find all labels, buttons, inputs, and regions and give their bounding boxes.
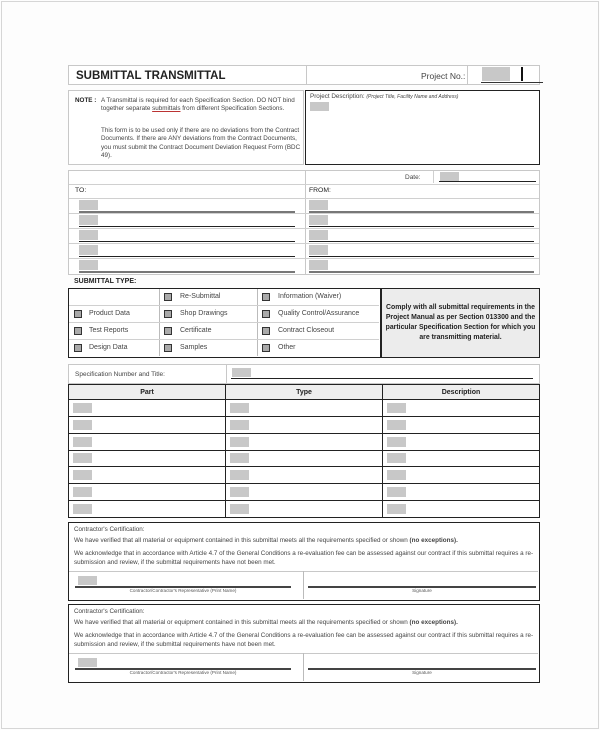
project-no-underline: [481, 82, 543, 83]
design-data-label: Design Data: [89, 344, 128, 351]
part-field[interactable]: [73, 487, 92, 497]
to-line-2-underline: [79, 226, 295, 227]
information-waiver-label: Information (Waiver): [278, 293, 342, 300]
divider: [303, 653, 304, 681]
quality-control-label: Quality Control/Assurance: [278, 310, 360, 317]
description-field[interactable]: [387, 487, 406, 497]
from-line-3-underline: [309, 241, 534, 242]
from-line-2-underline: [309, 226, 534, 227]
checkbox-quality-control[interactable]: [262, 310, 270, 318]
checkbox-shop-drawings[interactable]: [164, 310, 172, 318]
divider: [69, 322, 379, 323]
address-section: [68, 170, 540, 275]
parts-table: [68, 384, 540, 518]
part-field[interactable]: [73, 420, 92, 430]
to-line-2-field[interactable]: [79, 215, 98, 225]
from-label: FROM:: [309, 187, 331, 194]
submittal-type-grid: [68, 288, 381, 358]
form-title: SUBMITTAL TRANSMITTAL: [76, 70, 226, 82]
contractor-certification-1: [68, 522, 540, 601]
date-field[interactable]: [440, 172, 459, 181]
table-row: [69, 450, 540, 467]
text-cursor: [521, 67, 523, 81]
to-line-5-underline: [79, 271, 295, 273]
column-header-part: Part: [69, 385, 226, 400]
type-field[interactable]: [230, 420, 249, 430]
table-row: [69, 484, 540, 501]
part-field[interactable]: [73, 403, 92, 413]
description-field[interactable]: [387, 403, 406, 413]
submittal-type-label: SUBMITTAL TYPE:: [74, 278, 137, 285]
description-field[interactable]: [387, 470, 406, 480]
from-line-2-field[interactable]: [309, 215, 328, 225]
certification-acknowledgement: We acknowledge that in accordance with Article 4.7 of the General Conditions a re-evaluation fee can be assessed against our contract if this submittal requires a re-submission and review, if the submittal requirements have not been met.: [74, 550, 534, 566]
specification-row: [68, 364, 540, 384]
spellcheck-word: submittals: [152, 105, 181, 113]
specification-field[interactable]: [232, 368, 251, 377]
description-field[interactable]: [387, 453, 406, 463]
table-row: [69, 467, 540, 484]
divider: [226, 365, 227, 383]
divider: [69, 305, 379, 306]
divider: [69, 184, 539, 185]
contract-closeout-label: Contract Closeout: [278, 327, 335, 334]
part-cell[interactable]: [69, 433, 226, 450]
type-cell[interactable]: [226, 484, 383, 501]
from-line-4-field[interactable]: [309, 245, 328, 255]
checkbox-test-reports[interactable]: [74, 327, 82, 335]
part-cell[interactable]: [69, 467, 226, 484]
other-label: Other: [278, 344, 296, 351]
table-row: [69, 433, 540, 450]
to-line-1-underline: [79, 211, 295, 213]
part-cell[interactable]: [69, 484, 226, 501]
no-exceptions-text: (no exceptions).: [409, 537, 458, 544]
type-cell[interactable]: [226, 450, 383, 467]
table-row: [69, 400, 540, 417]
description-field[interactable]: [387, 437, 406, 447]
product-data-label: Product Data: [89, 310, 130, 317]
type-cell[interactable]: [226, 501, 383, 518]
comply-notice-text: Comply with all submittal requirements in the Project Manual as per Section 013300 and the particular Specification Section for which you are transmitting material.: [385, 304, 536, 341]
description-field[interactable]: [387, 504, 406, 514]
divider: [467, 66, 468, 84]
print-name-field[interactable]: [78, 576, 97, 585]
checkbox-information-waiver[interactable]: [262, 293, 270, 301]
divider: [69, 198, 539, 199]
from-line-1-underline: [309, 211, 534, 213]
type-cell[interactable]: [226, 467, 383, 484]
statement-text: We have verified that all material or equipment contained in this submittal meets all the requirements specified or shown: [74, 537, 410, 544]
description-cell[interactable]: [383, 484, 540, 501]
checkbox-samples[interactable]: [164, 344, 172, 352]
part-cell[interactable]: [69, 416, 226, 433]
note-box: [68, 90, 304, 165]
part-field[interactable]: [73, 453, 92, 463]
table-row: [69, 416, 540, 433]
hint-text: (Project Title, Facility Name and Address): [366, 94, 459, 100]
type-field[interactable]: [230, 487, 249, 497]
test-reports-label: Test Reports: [89, 327, 129, 334]
to-label: TO:: [75, 187, 87, 194]
samples-label: Samples: [180, 344, 208, 351]
certification-title: Contractor's Certification:: [74, 608, 145, 615]
divider: [303, 571, 304, 599]
from-line-5-field[interactable]: [309, 260, 328, 270]
column-header-description: Description: [383, 385, 540, 400]
checkbox-design-data[interactable]: [74, 344, 82, 352]
shop-drawings-label: Shop Drawings: [180, 310, 228, 317]
type-field[interactable]: [230, 453, 249, 463]
certificate-label: Certificate: [180, 327, 212, 334]
project-description-box: [305, 90, 540, 165]
specification-underline: [231, 378, 533, 379]
table-header-row: [69, 385, 540, 400]
checkbox-re-submittal[interactable]: [164, 293, 172, 301]
print-name-caption: Contractor/Contractor's Representative (Print Name): [129, 588, 237, 593]
checkbox-other[interactable]: [262, 344, 270, 352]
part-cell[interactable]: [69, 501, 226, 518]
re-submittal-label: Re-Submittal: [180, 293, 221, 300]
type-field[interactable]: [230, 504, 249, 514]
to-line-3-field[interactable]: [79, 230, 98, 240]
column-header-type: Type: [226, 385, 383, 400]
to-line-1-field[interactable]: [79, 200, 98, 210]
part-field[interactable]: [73, 470, 92, 480]
divider: [306, 66, 307, 84]
certification-acknowledgement: We acknowledge that in accordance with Article 4.7 of the General Conditions a re-evaluation fee can be assessed against our contract if this submittal requires a re-submission and review, if the submittal requirements have not been met.: [74, 632, 534, 648]
type-field[interactable]: [230, 403, 249, 413]
project-description-field[interactable]: [310, 102, 329, 111]
specification-label: Specification Number and Title:: [75, 371, 165, 378]
from-line-1-field[interactable]: [309, 200, 328, 210]
signature-caption: Signature: [412, 588, 432, 593]
divider: [433, 171, 434, 183]
note-text: A Transmittal is required for each Specification Section. DO NOT bind together separate: [101, 97, 295, 113]
table-row: [69, 501, 540, 518]
type-cell[interactable]: [226, 400, 383, 417]
to-line-4-field[interactable]: [79, 245, 98, 255]
statement-text: We have verified that all material or equipment contained in this submittal meets all the requirements specified or shown: [74, 619, 410, 626]
type-field[interactable]: [230, 470, 249, 480]
description-cell[interactable]: [383, 416, 540, 433]
part-cell[interactable]: [69, 400, 226, 417]
description-cell[interactable]: [383, 433, 540, 450]
divider: [69, 228, 539, 229]
part-cell[interactable]: [69, 450, 226, 467]
divider: [69, 213, 539, 214]
to-line-5-field[interactable]: [79, 260, 98, 270]
description-field[interactable]: [387, 420, 406, 430]
certification-statement: [74, 537, 458, 544]
signature-caption: Signature: [412, 670, 432, 675]
note-label: NOTE :: [75, 97, 97, 104]
checkbox-certificate[interactable]: [164, 327, 172, 335]
project-description-label: [310, 93, 458, 100]
project-no-field[interactable]: [482, 67, 510, 81]
checkbox-contract-closeout[interactable]: [262, 327, 270, 335]
part-field[interactable]: [73, 437, 92, 447]
date-label: Date:: [405, 174, 421, 181]
print-name-caption: Contractor/Contractor's Representative (Print Name): [129, 670, 237, 675]
header-row: [68, 65, 540, 85]
to-line-3-underline: [79, 241, 295, 242]
from-line-4-underline: [309, 256, 534, 257]
type-field[interactable]: [230, 437, 249, 447]
project-no-label: Project No.:: [421, 71, 466, 81]
certification-title: Contractor's Certification:: [74, 526, 145, 533]
checkbox-product-data[interactable]: [74, 310, 82, 318]
from-line-5-underline: [309, 271, 534, 273]
from-line-3-field[interactable]: [309, 230, 328, 240]
divider: [69, 339, 379, 340]
date-underline: [439, 181, 536, 182]
label-text: Project Description:: [310, 93, 365, 100]
print-name-field[interactable]: [78, 658, 97, 667]
note-paragraph-1: [101, 97, 299, 114]
type-cell[interactable]: [226, 433, 383, 450]
divider: [69, 258, 539, 259]
description-cell[interactable]: [383, 467, 540, 484]
note-text: from different Specification Sections.: [180, 105, 285, 113]
certification-statement: [74, 619, 458, 626]
description-cell[interactable]: [383, 450, 540, 467]
no-exceptions-text: (no exceptions).: [409, 619, 458, 626]
form-page: [1, 1, 599, 729]
to-line-4-underline: [79, 256, 295, 257]
part-field[interactable]: [73, 504, 92, 514]
contractor-certification-2: [68, 604, 540, 683]
description-cell[interactable]: [383, 400, 540, 417]
description-cell[interactable]: [383, 501, 540, 518]
divider: [69, 243, 539, 244]
type-cell[interactable]: [226, 416, 383, 433]
note-paragraph-2: This form is to be used only if there are no deviations from the Contract Documents. If there are ANY deviations from the Contract Documents, you must submit the Contract Document Deviation Request Form (BDC 49).: [101, 127, 301, 159]
comply-notice-box: [381, 288, 540, 358]
